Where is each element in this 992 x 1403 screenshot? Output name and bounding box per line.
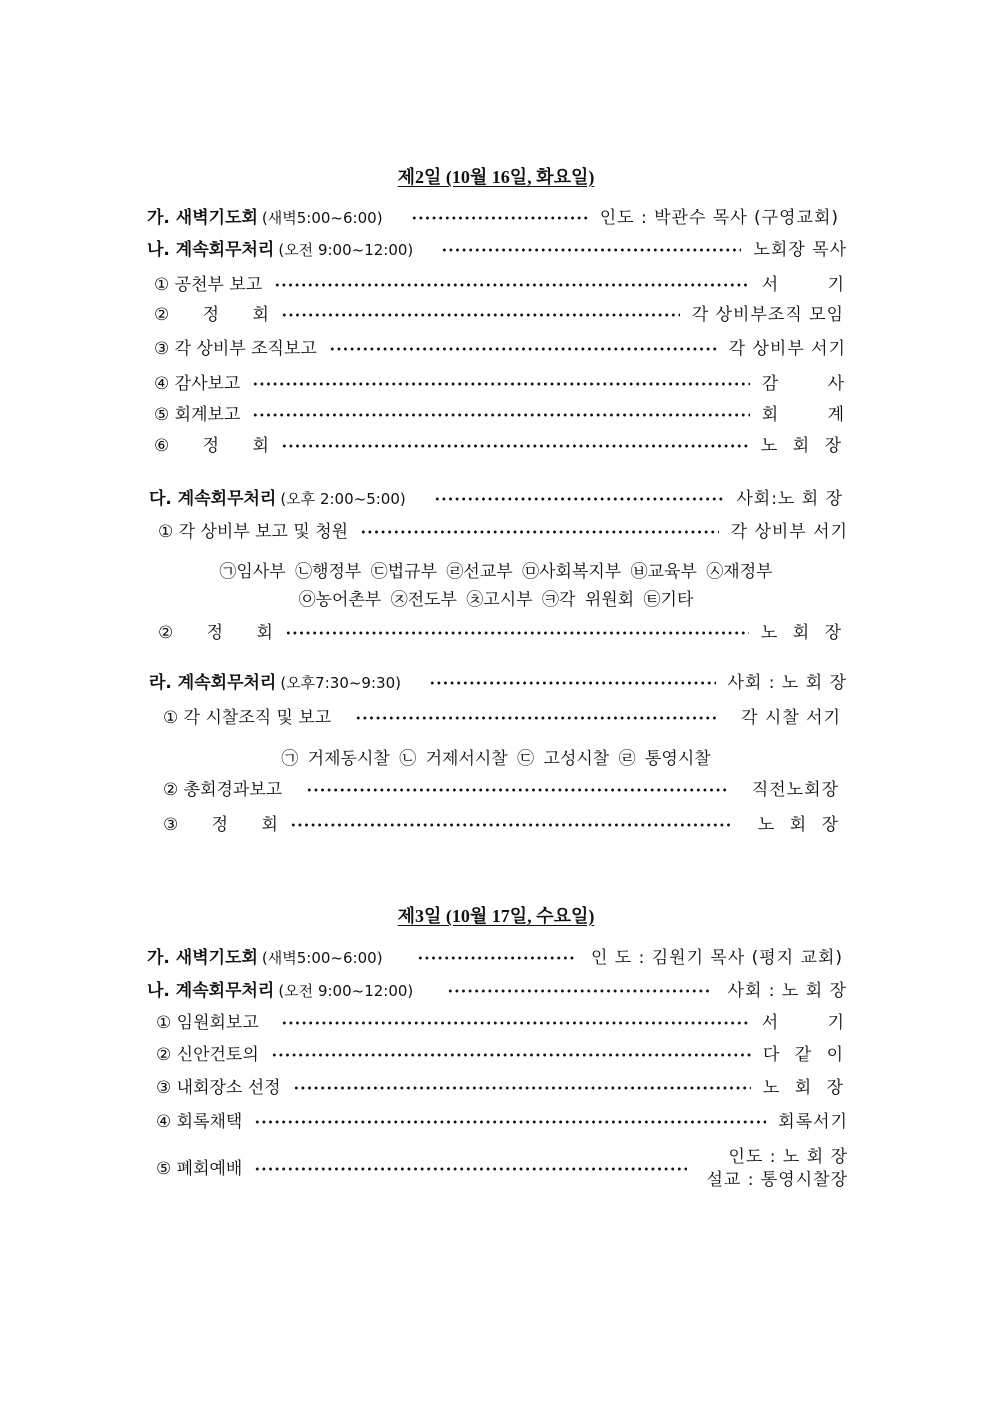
day2-na-item-3 <box>154 338 846 360</box>
day2-title: 제2일 (10월 16일, 화요일) <box>397 167 595 187</box>
dot-leader <box>411 216 588 220</box>
item-label: ① 각 상비부 보고 및 청원 <box>158 522 349 542</box>
item-label: ③ 내회장소 선정 <box>156 1078 281 1098</box>
day2-ga-time: (새벽5:00~6:00) <box>261 209 383 227</box>
dot-leader <box>281 1021 750 1025</box>
dot-leader <box>281 444 749 448</box>
day2-da-item-2 <box>158 622 846 644</box>
day2-na-item-4 <box>154 373 866 395</box>
dot-leader <box>285 631 749 635</box>
item-right: 각 상비부 서기 <box>728 339 846 359</box>
day2-da-leader: 사회:노 회 장 <box>736 489 843 509</box>
item-label: ③ 각 상비부 조직보고 <box>154 339 317 359</box>
day2-na-item-1 <box>154 274 866 296</box>
item-label: ② 정 회 <box>154 305 269 325</box>
day2-ra-time: (오후7:30~9:30) <box>280 674 401 692</box>
item-right: 각 상비부조직 모임 <box>691 305 844 325</box>
day3-ga-time: (새벽5:00~6:00) <box>261 949 383 967</box>
item-right: 회 계 <box>761 405 866 425</box>
dot-leader <box>329 347 717 351</box>
day2-na-row <box>147 239 847 261</box>
dot-leader <box>252 413 749 417</box>
item-right: 노 회 장 <box>757 815 843 835</box>
dot-leader <box>271 1053 751 1057</box>
item-label: ① 임원회보고 <box>156 1013 259 1033</box>
day2-ga-leader: 인도 : 박관수 목사 (구영교회) <box>599 208 839 228</box>
day2-na-label: 나. 계속회무처리 <box>147 240 275 260</box>
day3-ga-leader: 인 도 : 김원기 목사 (평지 교회) <box>590 948 843 968</box>
day2-da-label: 다. 계속회무처리 <box>149 489 277 509</box>
item-label: ⑤ 폐회예배 <box>156 1159 243 1179</box>
day3-na-time: (오전 9:00~12:00) <box>278 982 414 1000</box>
day2-na-item-6 <box>154 435 846 457</box>
item-right: 노 회 장 <box>760 436 846 456</box>
day3-na-item-5 <box>156 1146 848 1192</box>
dot-leader <box>254 1167 686 1171</box>
item-label: ② 신안건토의 <box>156 1045 259 1065</box>
item-right: 서 기 <box>761 275 866 295</box>
department-list-line-2: ㉧농어촌부 ㉨전도부 ㉩고시부 ㉪각 위원회 ㉫기타 <box>298 590 694 610</box>
item-right: 노 회 장 <box>760 623 846 643</box>
department-list-line-1: ㉠임사부 ㉡행정부 ㉢법규부 ㉣선교부 ㉤사회복지부 ㉥교육부 ㉦재정부 <box>219 562 773 582</box>
item-right: 직전노회장 <box>751 780 839 800</box>
item-label: ④ 회록채택 <box>156 1112 243 1132</box>
dot-leader <box>274 283 750 287</box>
day2-ra-label: 라. 계속회무처리 <box>149 673 277 693</box>
closing-worship-preacher: 설교 : 통영시찰장 <box>706 1170 848 1190</box>
day2-ra-item-1 <box>163 707 841 729</box>
day2-ra-leader: 사회 : 노 회 장 <box>727 673 847 693</box>
item-label: ④ 감사보고 <box>154 374 241 394</box>
item-right: 각 시찰 서기 <box>741 708 841 728</box>
item-right: 다 같 이 <box>762 1045 848 1065</box>
dot-leader <box>281 313 680 317</box>
day3-ga-row <box>147 947 843 969</box>
item-label: ③ 정 회 <box>163 815 278 835</box>
day2-na-time: (오전 9:00~12:00) <box>278 241 414 259</box>
day2-ga-label: 가. 새벽기도회 <box>147 208 258 228</box>
dot-leader <box>254 1120 766 1124</box>
day2-na-leader: 노회장 목사 <box>753 240 847 260</box>
item-label: ② 총회경과보고 <box>163 780 283 800</box>
item-label: ① 각 시찰조직 및 보고 <box>163 708 332 728</box>
item-label: ① 공천부 보고 <box>154 275 263 295</box>
item-right: 서 기 <box>761 1013 866 1033</box>
dot-leader <box>293 1086 751 1090</box>
day3-na-leader: 사회 : 노 회 장 <box>727 981 847 1001</box>
day3-na-item-3 <box>156 1077 848 1099</box>
dot-leader <box>306 788 728 792</box>
day2-ga-row <box>147 207 839 229</box>
day2-da-time: (오후 2:00~5:00) <box>280 490 406 508</box>
dot-leader <box>290 823 730 827</box>
item-right: 감 사 <box>761 374 866 394</box>
sichal-list: ㉠ 거제동시찰 ㉡ 거제서시찰 ㉢ 고성시찰 ㉣ 통영시찰 <box>281 749 711 769</box>
day3-na-item-4 <box>156 1111 848 1133</box>
day2-da-item-1 <box>158 521 848 543</box>
dot-leader <box>441 248 741 252</box>
day2-ra-row <box>149 672 847 694</box>
item-right: 노 회 장 <box>762 1078 848 1098</box>
closing-worship-leader: 인도 : 노 회 장 <box>728 1147 848 1167</box>
day2-da-row <box>149 488 843 510</box>
day3-na-row <box>147 980 847 1002</box>
dot-leader <box>429 681 716 685</box>
item-label: ⑤ 회계보고 <box>154 405 241 425</box>
day2-na-item-5 <box>154 404 866 426</box>
dot-leader <box>252 382 749 386</box>
day2-na-item-2 <box>154 304 844 326</box>
dot-leader <box>417 956 575 960</box>
day2-ra-item-2 <box>163 779 839 801</box>
dot-leader <box>434 497 725 501</box>
day3-na-item-1 <box>156 1012 866 1034</box>
item-right: 각 상비부 서기 <box>730 522 848 542</box>
day2-ra-item-3 <box>163 814 843 836</box>
day3-title: 제3일 (10월 17일, 수요일) <box>397 906 595 926</box>
item-right: 회록서기 <box>778 1112 848 1132</box>
day3-na-item-2 <box>156 1044 848 1066</box>
day3-na-label: 나. 계속회무처리 <box>147 981 275 1001</box>
item-label: ⑥ 정 회 <box>154 436 269 456</box>
day3-ga-label: 가. 새벽기도회 <box>147 948 258 968</box>
item-label: ② 정 회 <box>158 623 273 643</box>
dot-leader <box>447 989 711 993</box>
dot-leader <box>355 716 717 720</box>
dot-leader <box>360 530 719 534</box>
